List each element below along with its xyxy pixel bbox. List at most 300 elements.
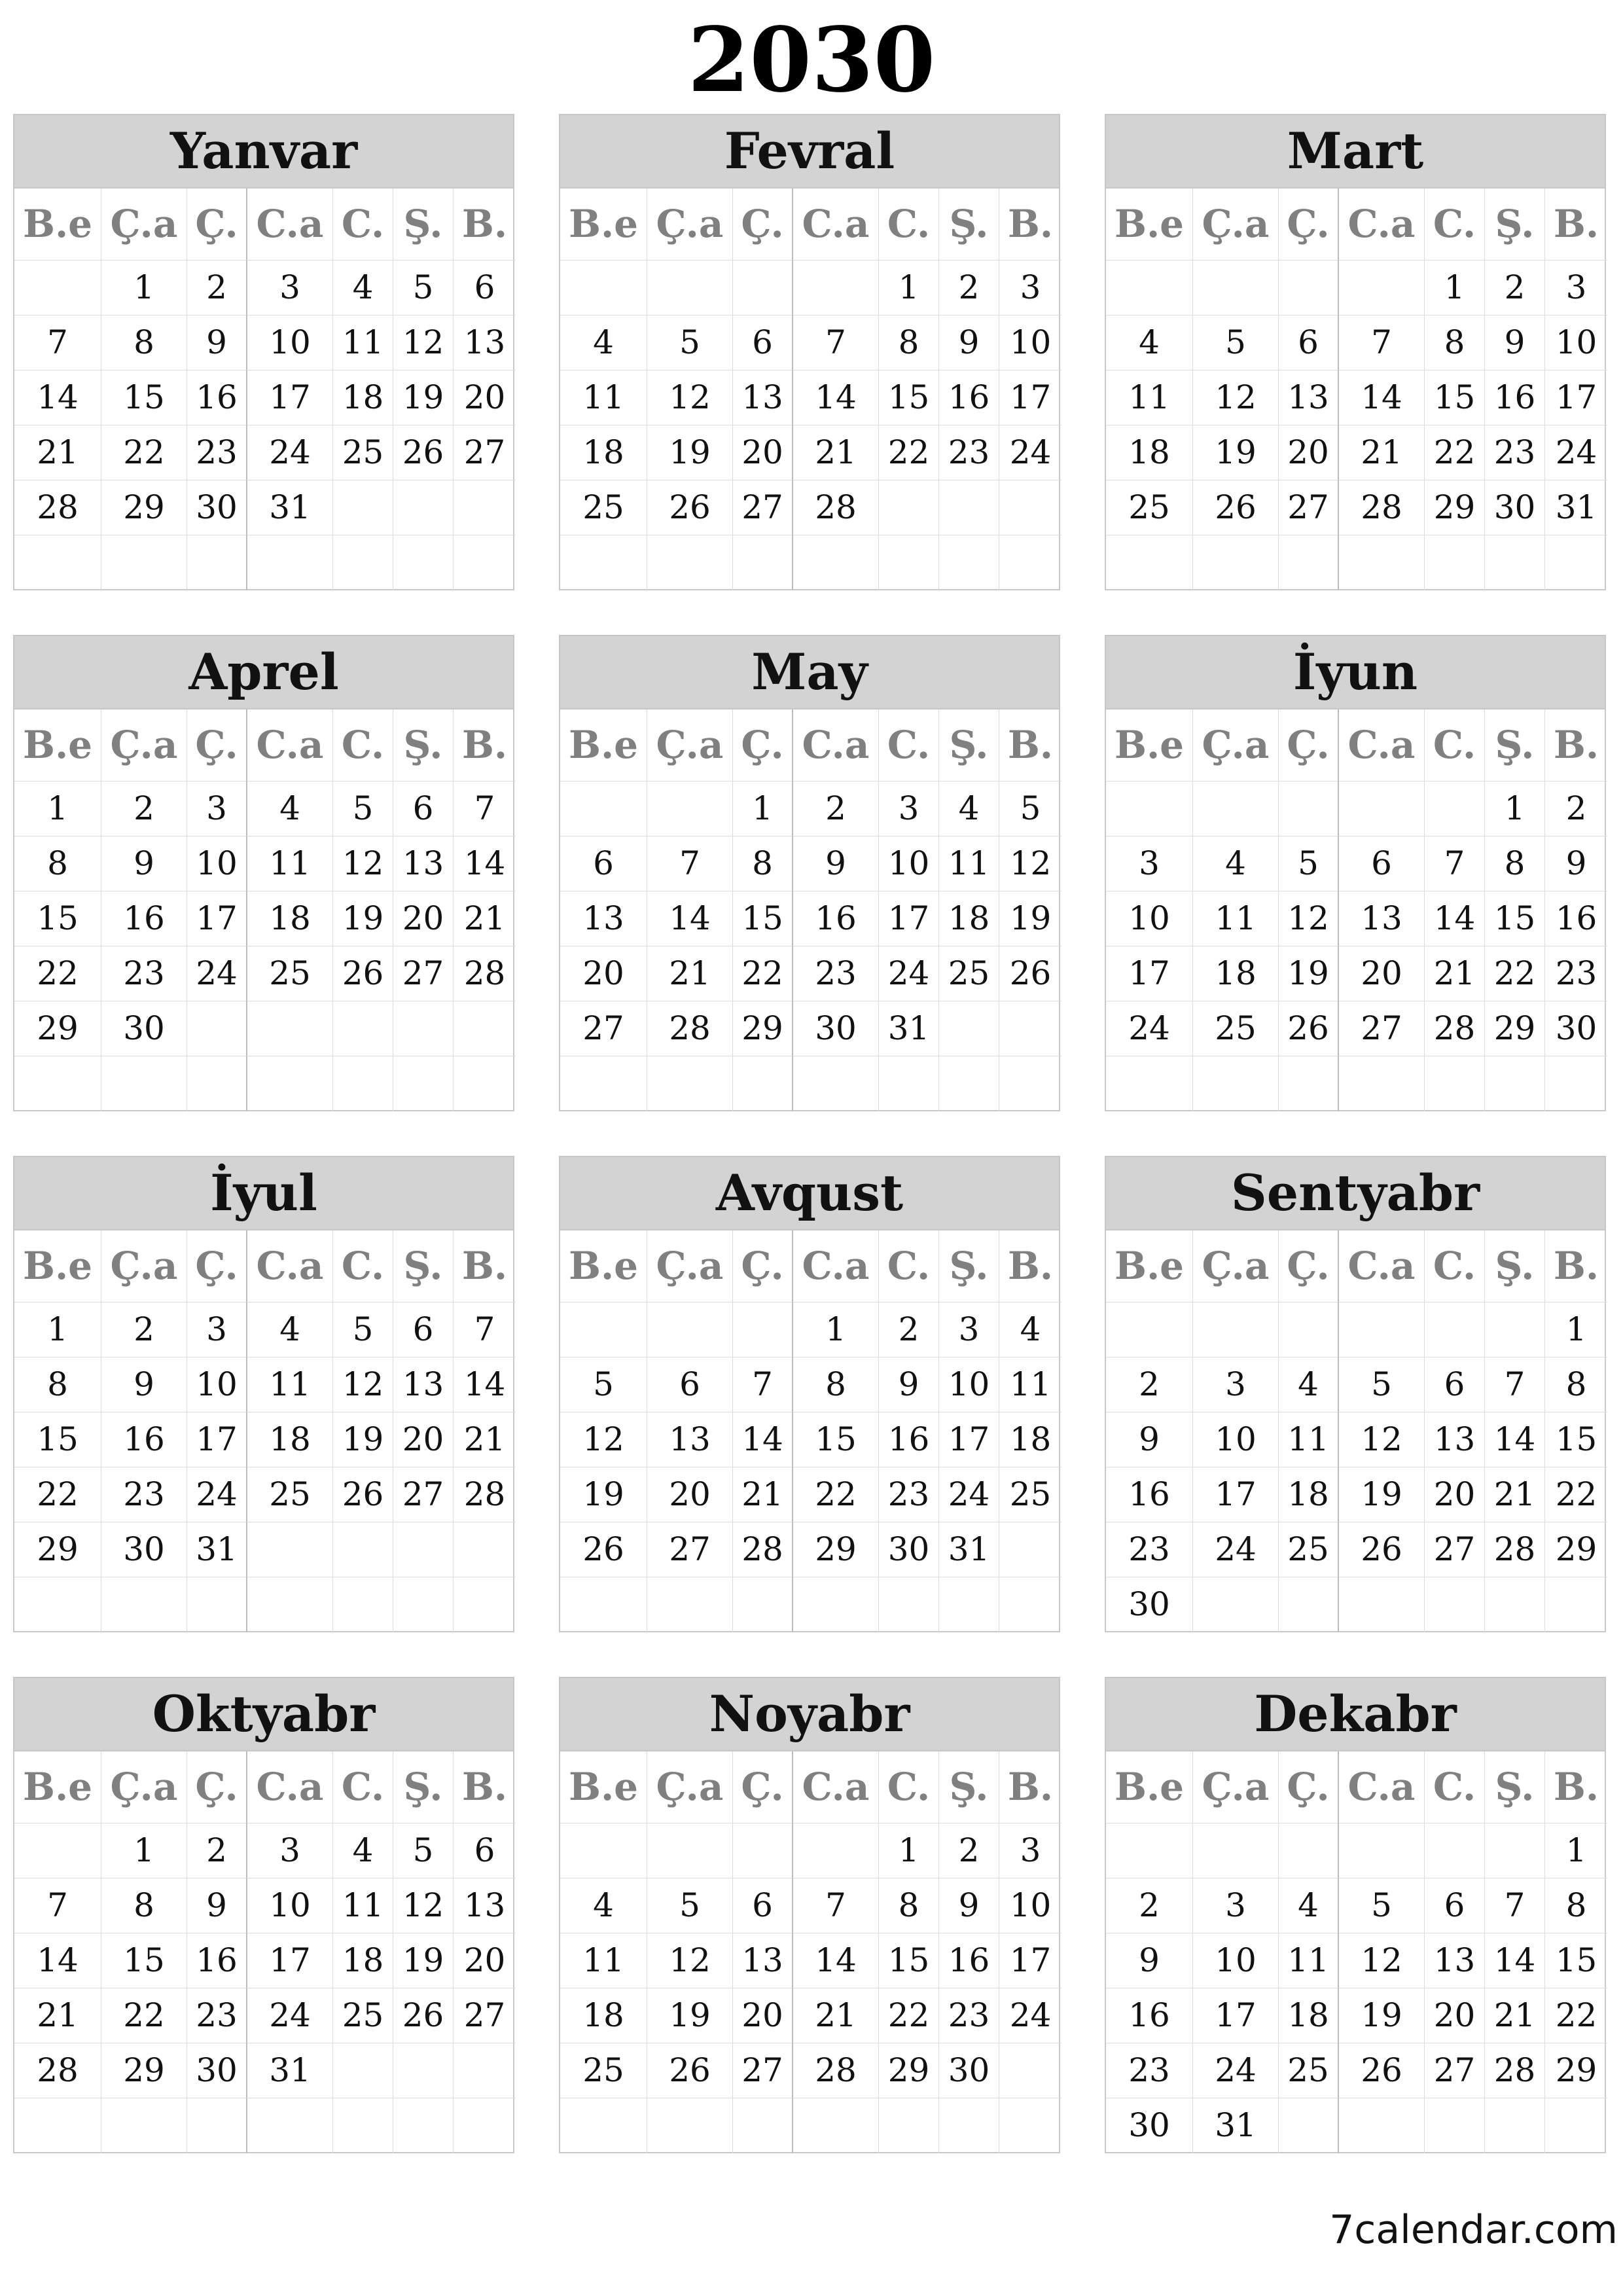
day-cell: 7 xyxy=(1485,1878,1545,1933)
day-cell: 3 xyxy=(1193,1878,1279,1933)
day-cell: 11 xyxy=(999,1357,1061,1412)
day-cell: 8 xyxy=(1545,1357,1607,1412)
day-cell: 29 xyxy=(1545,2043,1607,2098)
empty-cell xyxy=(999,480,1061,535)
day-cell: 9 xyxy=(1106,1933,1193,1988)
day-cell: 22 xyxy=(14,1467,101,1522)
day-cell: 10 xyxy=(1193,1412,1279,1467)
day-cell: 8 xyxy=(879,315,939,370)
day-cell: 28 xyxy=(647,1001,733,1056)
weekday-label: B. xyxy=(454,709,516,781)
weekday-label: Ç. xyxy=(187,1751,247,1823)
day-cell: 2 xyxy=(101,781,187,836)
day-cell: 3 xyxy=(1193,1357,1279,1412)
weekday-label: Ç.a xyxy=(647,709,733,781)
day-cell: 8 xyxy=(879,1878,939,1933)
weekday-label: Ç.a xyxy=(101,709,187,781)
day-cell: 2 xyxy=(939,260,999,315)
day-cell: 14 xyxy=(793,1933,879,1988)
day-cell: 12 xyxy=(560,1412,647,1467)
day-cell: 22 xyxy=(1545,1467,1607,1522)
day-cell: 22 xyxy=(101,425,187,480)
weekday-label: C. xyxy=(333,1751,393,1823)
empty-cell xyxy=(1339,1823,1425,1878)
day-cell: 8 xyxy=(733,836,793,891)
day-cell: 2 xyxy=(879,1302,939,1357)
empty-cell xyxy=(1193,260,1279,315)
empty-cell xyxy=(879,480,939,535)
empty-cell xyxy=(454,2098,516,2153)
weekday-label: C. xyxy=(1425,709,1485,781)
month-day-grid xyxy=(13,709,514,1111)
weekday-label: Ç. xyxy=(733,709,793,781)
day-cell: 25 xyxy=(247,1467,333,1522)
day-cell: 12 xyxy=(647,370,733,425)
empty-cell xyxy=(999,2043,1061,2098)
empty-cell xyxy=(1425,1056,1485,1111)
month-block xyxy=(13,1677,514,2153)
day-cell: 24 xyxy=(247,425,333,480)
empty-cell xyxy=(14,2098,101,2153)
day-cell: 25 xyxy=(333,425,393,480)
day-cell: 18 xyxy=(560,1988,647,2043)
empty-cell xyxy=(1339,2098,1425,2153)
empty-cell xyxy=(879,2098,939,2153)
day-cell: 15 xyxy=(14,1412,101,1467)
day-cell: 31 xyxy=(247,2043,333,2098)
weekday-label: B.e xyxy=(14,1751,101,1823)
day-cell: 8 xyxy=(1545,1878,1607,1933)
day-cell: 23 xyxy=(101,1467,187,1522)
weekday-label: C.a xyxy=(793,709,879,781)
day-cell: 21 xyxy=(793,425,879,480)
empty-cell xyxy=(14,1577,101,1632)
empty-cell xyxy=(560,1823,647,1878)
day-cell: 2 xyxy=(793,781,879,836)
empty-cell xyxy=(647,2098,733,2153)
day-cell: 8 xyxy=(1425,315,1485,370)
day-cell: 21 xyxy=(733,1467,793,1522)
day-cell: 1 xyxy=(879,260,939,315)
day-cell: 16 xyxy=(793,891,879,946)
day-cell: 7 xyxy=(1425,836,1485,891)
empty-cell xyxy=(1339,260,1425,315)
empty-cell xyxy=(187,1001,247,1056)
day-cell: 16 xyxy=(1106,1467,1193,1522)
day-cell: 25 xyxy=(999,1467,1061,1522)
day-cell: 14 xyxy=(454,836,516,891)
day-cell: 9 xyxy=(101,836,187,891)
empty-cell xyxy=(939,480,999,535)
empty-cell xyxy=(733,2098,793,2153)
empty-cell xyxy=(1279,260,1339,315)
day-cell: 15 xyxy=(879,1933,939,1988)
empty-cell xyxy=(247,1522,333,1577)
empty-cell xyxy=(793,535,879,590)
day-cell: 20 xyxy=(1279,425,1339,480)
day-cell: 24 xyxy=(939,1467,999,1522)
day-cell: 2 xyxy=(939,1823,999,1878)
weekday-label: C.a xyxy=(247,709,333,781)
day-cell: 9 xyxy=(793,836,879,891)
month-block xyxy=(559,1156,1060,1632)
day-cell: 23 xyxy=(1485,425,1545,480)
day-cell: 14 xyxy=(733,1412,793,1467)
day-cell: 11 xyxy=(939,836,999,891)
day-cell: 25 xyxy=(939,946,999,1001)
day-cell: 14 xyxy=(793,370,879,425)
day-cell: 1 xyxy=(1485,781,1545,836)
day-cell: 28 xyxy=(1425,1001,1485,1056)
day-cell: 8 xyxy=(101,315,187,370)
empty-cell xyxy=(333,2098,393,2153)
day-cell: 21 xyxy=(1485,1467,1545,1522)
day-cell: 2 xyxy=(1106,1878,1193,1933)
day-cell: 20 xyxy=(733,1988,793,2043)
weekday-label: Ç. xyxy=(1279,709,1339,781)
month-name: İyul xyxy=(13,1156,514,1230)
day-cell: 7 xyxy=(793,315,879,370)
day-cell: 15 xyxy=(1545,1933,1607,1988)
empty-cell xyxy=(1485,1056,1545,1111)
weekday-label: Ş. xyxy=(393,188,454,260)
month-day-grid xyxy=(13,188,514,590)
day-cell: 27 xyxy=(1279,480,1339,535)
day-cell: 9 xyxy=(879,1357,939,1412)
weekday-label: B.e xyxy=(14,1230,101,1302)
day-cell: 31 xyxy=(187,1522,247,1577)
day-cell: 30 xyxy=(1485,480,1545,535)
weekday-label: B. xyxy=(1545,188,1607,260)
day-cell: 4 xyxy=(560,315,647,370)
day-cell: 6 xyxy=(733,315,793,370)
day-cell: 8 xyxy=(1485,836,1545,891)
weekday-label: C.a xyxy=(1339,709,1425,781)
day-cell: 22 xyxy=(1425,425,1485,480)
day-cell: 16 xyxy=(879,1412,939,1467)
day-cell: 9 xyxy=(1545,836,1607,891)
empty-cell xyxy=(247,1056,333,1111)
empty-cell xyxy=(999,1056,1061,1111)
weekday-label: B. xyxy=(454,1751,516,1823)
empty-cell xyxy=(393,1577,454,1632)
empty-cell xyxy=(733,535,793,590)
empty-cell xyxy=(793,1577,879,1632)
day-cell: 26 xyxy=(393,1988,454,2043)
empty-cell xyxy=(999,1001,1061,1056)
empty-cell xyxy=(647,781,733,836)
day-cell: 22 xyxy=(14,946,101,1001)
day-cell: 25 xyxy=(247,946,333,1001)
empty-cell xyxy=(1339,781,1425,836)
day-cell: 12 xyxy=(1279,891,1339,946)
day-cell: 27 xyxy=(454,1988,516,2043)
day-cell: 29 xyxy=(793,1522,879,1577)
day-cell: 30 xyxy=(1106,2098,1193,2153)
day-cell: 17 xyxy=(187,891,247,946)
day-cell: 21 xyxy=(793,1988,879,2043)
day-cell: 5 xyxy=(393,1823,454,1878)
day-cell: 12 xyxy=(393,1878,454,1933)
weekday-label: Ç. xyxy=(733,1230,793,1302)
day-cell: 9 xyxy=(187,1878,247,1933)
day-cell: 24 xyxy=(187,946,247,1001)
weekday-label: Ç. xyxy=(1279,1751,1339,1823)
day-cell: 17 xyxy=(247,370,333,425)
empty-cell xyxy=(560,781,647,836)
day-cell: 14 xyxy=(1425,891,1485,946)
day-cell: 18 xyxy=(247,891,333,946)
day-cell: 23 xyxy=(1106,2043,1193,2098)
empty-cell xyxy=(101,1056,187,1111)
empty-cell xyxy=(939,1001,999,1056)
month-name: Mart xyxy=(1105,114,1606,188)
empty-cell xyxy=(454,535,516,590)
empty-cell xyxy=(14,1823,101,1878)
day-cell: 22 xyxy=(1545,1988,1607,2043)
day-cell: 16 xyxy=(939,370,999,425)
weekday-label: Ç.a xyxy=(101,1751,187,1823)
weekday-label: Ş. xyxy=(939,188,999,260)
empty-cell xyxy=(333,1001,393,1056)
month-block xyxy=(559,114,1060,590)
empty-cell xyxy=(454,480,516,535)
weekday-label: C.a xyxy=(247,1751,333,1823)
day-cell: 6 xyxy=(393,1302,454,1357)
empty-cell xyxy=(1425,1302,1485,1357)
weekday-label: B.e xyxy=(1106,1230,1193,1302)
empty-cell xyxy=(393,1056,454,1111)
empty-cell xyxy=(733,1823,793,1878)
day-cell: 9 xyxy=(939,315,999,370)
empty-cell xyxy=(733,260,793,315)
month-block xyxy=(1105,114,1606,590)
weekday-label: Ç.a xyxy=(647,188,733,260)
day-cell: 8 xyxy=(14,1357,101,1412)
day-cell: 4 xyxy=(247,781,333,836)
day-cell: 25 xyxy=(1106,480,1193,535)
day-cell: 4 xyxy=(999,1302,1061,1357)
empty-cell xyxy=(1545,2098,1607,2153)
day-cell: 24 xyxy=(1545,425,1607,480)
month-day-grid xyxy=(559,709,1060,1111)
day-cell: 1 xyxy=(879,1823,939,1878)
day-cell: 14 xyxy=(647,891,733,946)
day-cell: 30 xyxy=(879,1522,939,1577)
day-cell: 6 xyxy=(454,260,516,315)
weekday-label: Ş. xyxy=(939,709,999,781)
day-cell: 6 xyxy=(1425,1878,1485,1933)
weekday-label: C.a xyxy=(1339,1751,1425,1823)
empty-cell xyxy=(454,1577,516,1632)
day-cell: 26 xyxy=(999,946,1061,1001)
day-cell: 11 xyxy=(247,1357,333,1412)
weekday-label: Ç.a xyxy=(1193,1230,1279,1302)
empty-cell xyxy=(393,480,454,535)
day-cell: 27 xyxy=(733,2043,793,2098)
empty-cell xyxy=(454,1522,516,1577)
day-cell: 15 xyxy=(733,891,793,946)
empty-cell xyxy=(187,2098,247,2153)
day-cell: 29 xyxy=(101,2043,187,2098)
empty-cell xyxy=(647,1823,733,1878)
empty-cell xyxy=(393,1522,454,1577)
day-cell: 25 xyxy=(1279,1522,1339,1577)
day-cell: 26 xyxy=(1339,1522,1425,1577)
day-cell: 27 xyxy=(393,1467,454,1522)
day-cell: 14 xyxy=(1339,370,1425,425)
day-cell: 27 xyxy=(454,425,516,480)
empty-cell xyxy=(1279,1823,1339,1878)
weekday-label: C. xyxy=(879,1751,939,1823)
day-cell: 13 xyxy=(733,370,793,425)
day-cell: 11 xyxy=(1279,1933,1339,1988)
weekday-label: Ç. xyxy=(1279,188,1339,260)
weekday-label: C. xyxy=(1425,1230,1485,1302)
day-cell: 3 xyxy=(187,781,247,836)
day-cell: 19 xyxy=(1339,1988,1425,2043)
weekday-label: B. xyxy=(1545,709,1607,781)
empty-cell xyxy=(1545,535,1607,590)
empty-cell xyxy=(333,480,393,535)
day-cell: 24 xyxy=(879,946,939,1001)
day-cell: 28 xyxy=(793,480,879,535)
empty-cell xyxy=(647,535,733,590)
day-cell: 3 xyxy=(939,1302,999,1357)
day-cell: 16 xyxy=(1106,1988,1193,2043)
day-cell: 31 xyxy=(1545,480,1607,535)
weekday-label: B. xyxy=(999,709,1061,781)
day-cell: 23 xyxy=(1545,946,1607,1001)
month-name: Yanvar xyxy=(13,114,514,188)
day-cell: 22 xyxy=(793,1467,879,1522)
month-block xyxy=(13,114,514,590)
empty-cell xyxy=(733,1577,793,1632)
day-cell: 29 xyxy=(1425,480,1485,535)
day-cell: 24 xyxy=(999,1988,1061,2043)
weekday-label: C.a xyxy=(247,188,333,260)
day-cell: 19 xyxy=(647,425,733,480)
empty-cell xyxy=(1279,1302,1339,1357)
weekday-label: Ç. xyxy=(187,709,247,781)
day-cell: 30 xyxy=(793,1001,879,1056)
day-cell: 11 xyxy=(1193,891,1279,946)
site-credit: 7calendar.com xyxy=(1329,2207,1618,2253)
empty-cell xyxy=(560,1056,647,1111)
day-cell: 19 xyxy=(333,1412,393,1467)
day-cell: 3 xyxy=(1106,836,1193,891)
month-day-grid xyxy=(559,188,1060,590)
day-cell: 5 xyxy=(1339,1357,1425,1412)
empty-cell xyxy=(879,535,939,590)
day-cell: 3 xyxy=(1545,260,1607,315)
day-cell: 1 xyxy=(14,1302,101,1357)
empty-cell xyxy=(187,1056,247,1111)
empty-cell xyxy=(1279,781,1339,836)
day-cell: 10 xyxy=(187,1357,247,1412)
day-cell: 26 xyxy=(333,1467,393,1522)
empty-cell xyxy=(733,1302,793,1357)
day-cell: 31 xyxy=(247,480,333,535)
month-day-grid xyxy=(1105,1230,1606,1632)
weekday-label: C. xyxy=(879,709,939,781)
empty-cell xyxy=(939,535,999,590)
day-cell: 23 xyxy=(187,1988,247,2043)
empty-cell xyxy=(1545,1577,1607,1632)
empty-cell xyxy=(454,2043,516,2098)
month-block xyxy=(13,1156,514,1632)
day-cell: 15 xyxy=(793,1412,879,1467)
empty-cell xyxy=(793,1823,879,1878)
empty-cell xyxy=(101,2098,187,2153)
weekday-label: B. xyxy=(1545,1230,1607,1302)
day-cell: 10 xyxy=(1106,891,1193,946)
day-cell: 20 xyxy=(1339,946,1425,1001)
day-cell: 28 xyxy=(454,946,516,1001)
day-cell: 16 xyxy=(1485,370,1545,425)
weekday-label: B. xyxy=(454,188,516,260)
empty-cell xyxy=(247,1001,333,1056)
month-day-grid xyxy=(559,1751,1060,2153)
day-cell: 29 xyxy=(14,1001,101,1056)
weekday-label: Ç. xyxy=(187,1230,247,1302)
weekday-label: B. xyxy=(999,188,1061,260)
month-day-grid xyxy=(1105,1751,1606,2153)
weekday-label: B.e xyxy=(1106,1751,1193,1823)
weekday-label: B.e xyxy=(560,1230,647,1302)
day-cell: 10 xyxy=(247,1878,333,1933)
empty-cell xyxy=(1339,1302,1425,1357)
weekday-label: C. xyxy=(333,1230,393,1302)
empty-cell xyxy=(1425,535,1485,590)
day-cell: 10 xyxy=(879,836,939,891)
weekday-label: Ç.a xyxy=(101,1230,187,1302)
day-cell: 2 xyxy=(101,1302,187,1357)
day-cell: 30 xyxy=(939,2043,999,2098)
day-cell: 5 xyxy=(1279,836,1339,891)
weekday-label: C. xyxy=(879,1230,939,1302)
month-block xyxy=(1105,1156,1606,1632)
day-cell: 26 xyxy=(560,1522,647,1577)
empty-cell xyxy=(999,1577,1061,1632)
day-cell: 7 xyxy=(14,315,101,370)
weekday-label: B.e xyxy=(14,709,101,781)
day-cell: 15 xyxy=(879,370,939,425)
day-cell: 12 xyxy=(647,1933,733,1988)
weekday-label: Ç. xyxy=(733,188,793,260)
day-cell: 28 xyxy=(454,1467,516,1522)
month-name: Sentyabr xyxy=(1105,1156,1606,1230)
day-cell: 9 xyxy=(101,1357,187,1412)
empty-cell xyxy=(1545,1056,1607,1111)
day-cell: 4 xyxy=(1106,315,1193,370)
empty-cell xyxy=(14,1056,101,1111)
empty-cell xyxy=(1279,1056,1339,1111)
day-cell: 7 xyxy=(1485,1357,1545,1412)
day-cell: 18 xyxy=(1193,946,1279,1001)
empty-cell xyxy=(1106,1056,1193,1111)
day-cell: 4 xyxy=(939,781,999,836)
empty-cell xyxy=(647,1056,733,1111)
month-day-grid xyxy=(559,1230,1060,1632)
day-cell: 20 xyxy=(1425,1988,1485,2043)
weekday-label: Ş. xyxy=(1485,1230,1545,1302)
day-cell: 6 xyxy=(733,1878,793,1933)
day-cell: 23 xyxy=(793,946,879,1001)
day-cell: 7 xyxy=(1339,315,1425,370)
day-cell: 15 xyxy=(1425,370,1485,425)
day-cell: 7 xyxy=(733,1357,793,1412)
